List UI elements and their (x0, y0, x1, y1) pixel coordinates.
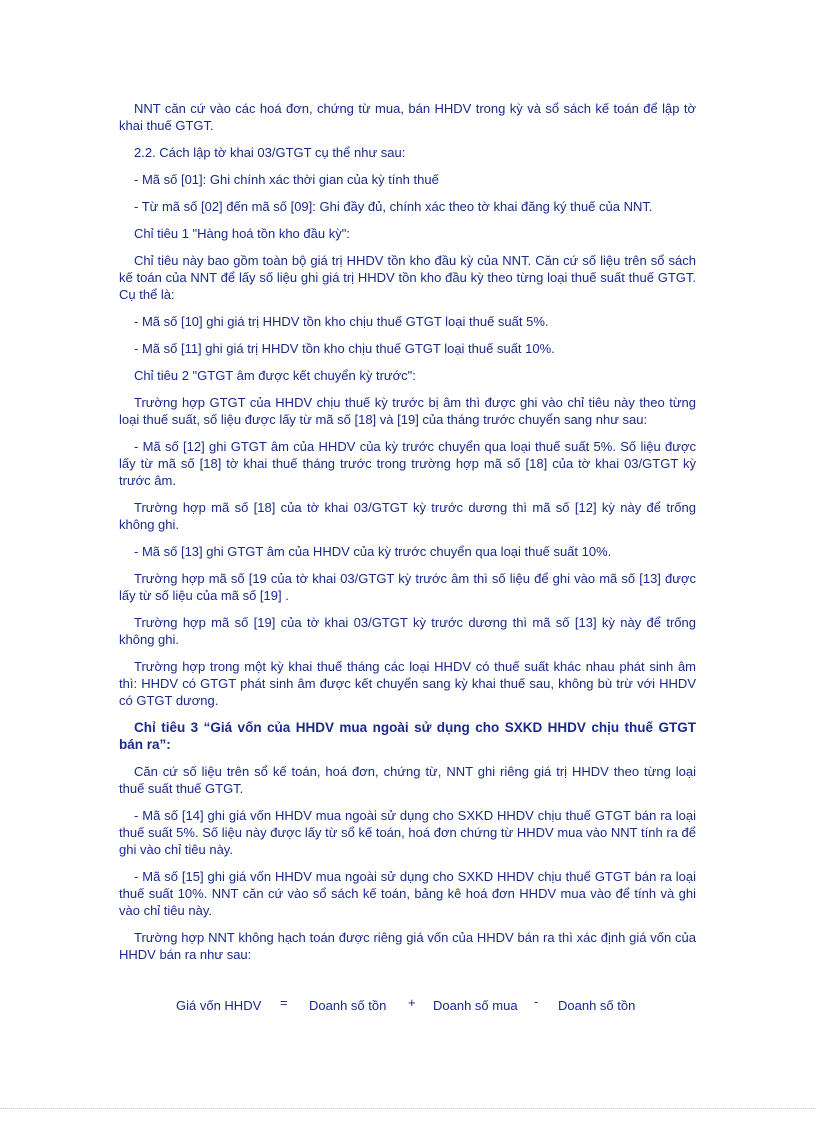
paragraph: - Mã số [15] ghi giá vốn HHDV mua ngoài sử dụng cho SXKD HHDV chịu thuế GTGT bán ra loại thuế suất 10%. NNT căn cứ vào sổ sách kế toán, bảng kê hoá đơn HHDV mua vào để tính và ghi vào chỉ tiêu này. (119, 869, 696, 918)
paragraph: - Mã số [01]: Ghi chính xác thời gian của kỳ tính thuế (134, 172, 439, 187)
paragraph: Chỉ tiêu này bao gồm toàn bộ giá trị HHDV tồn kho đầu kỳ của NNT. Căn cứ số liệu trên sổ sách kế toán của NNT để lấy số liệu ghi giá trị HHDV tồn kho đầu kỳ theo từng loại thuế suất thuế GTGT. Cụ thể là: (119, 253, 696, 302)
formula-term-1: Doanh số tồn (309, 998, 387, 1013)
paragraph: - Mã số [14] ghi giá vốn HHDV mua ngoài sử dụng cho SXKD HHDV chịu thuế GTGT bán ra loại thuế suất 5%. Số liệu này được lấy từ sổ kế toán, hoá đơn chứng từ HHDV mua vào NNT tính ra để ghi vào chỉ tiêu này. (119, 808, 696, 857)
paragraph: - Mã số [10] ghi giá trị HHDV tồn kho chịu thuế GTGT loại thuế suất 5%. (134, 314, 549, 329)
paragraph: NNT căn cứ vào các hoá đơn, chứng từ mua, bán HHDV trong kỳ và sổ sách kế toán để lập tờ khai thuế GTGT. (119, 101, 696, 133)
formula-lhs: Giá vốn HHDV (176, 998, 262, 1013)
paragraph: Trường hợp mã số [19] của tờ khai 03/GTGT kỳ trước dương thì mã số [13] kỳ này để trống không ghi. (119, 615, 696, 647)
formula-term-2: Doanh số mua (433, 998, 518, 1013)
document-body (119, 100, 696, 973)
paragraph: Trường hợp trong một kỳ khai thuế tháng các loại HHDV có thuế suất khác nhau phát sinh âm thì: HHDV có GTGT phát sinh âm được kết chuyển sang kỳ khai thuế sau, không bù trừ với HHDV có GTGT dương. (119, 659, 696, 708)
formula-term-3: Doanh số tồn (558, 998, 636, 1013)
paragraph: Chỉ tiêu 1 "Hàng hoá tồn kho đầu kỳ": (134, 226, 350, 241)
paragraph: Trường hợp mã số [18] của tờ khai 03/GTGT kỳ trước dương thì mã số [12] kỳ này để trống không ghi. (119, 500, 696, 532)
paragraph: - Từ mã số [02] đến mã số [09]: Ghi đầy đủ, chính xác theo tờ khai đăng ký thuế của NNT. (134, 199, 653, 214)
formula-minus: - (534, 994, 539, 1009)
formula-plus: + (408, 995, 416, 1010)
paragraph: Trường hợp GTGT của HHDV chịu thuế kỳ trước bị âm thì được ghi vào chỉ tiêu này theo từng loại thuế suất, số liệu được lấy từ mã số [18] và [19] của tháng trước chuyển sang như sau: (119, 395, 696, 427)
page-bottom-divider (0, 1108, 816, 1110)
paragraph: Trường hợp mã số [19 của tờ khai 03/GTGT kỳ trước âm thì số liệu để ghi vào mã số [13] được lấy từ số liệu của mã số [19] . (119, 571, 696, 603)
paragraph: Trường hợp NNT không hạch toán được riêng giá vốn của HHDV bán ra thì xác định giá vốn của HHDV bán ra như sau: (119, 930, 696, 962)
paragraph: - Mã số [13] ghi GTGT âm của HHDV của kỳ trước chuyển qua loại thuế suất 10%. (134, 544, 612, 559)
paragraph: - Mã số [11] ghi giá trị HHDV tồn kho chịu thuế GTGT loại thuế suất 10%. (134, 341, 555, 356)
formula-equals: = (280, 995, 288, 1010)
paragraph: Chỉ tiêu 2 "GTGT âm được kết chuyển kỳ trước": (134, 368, 416, 383)
paragraph: Căn cứ số liệu trên sổ kế toán, hoá đơn, chứng từ, NNT ghi riêng giá trị HHDV theo từng loại thuế suất thuế GTGT. (119, 764, 696, 796)
paragraph: - Mã số [12] ghi GTGT âm của HHDV của kỳ trước chuyển qua loại thuế suất 5%. Số liệu được lấy từ mã số [18] tờ khai thuế tháng trước trong trường hợp mã số [18] của tờ khai 03/GTGT kỳ trước âm. (119, 439, 696, 488)
paragraph: 2.2. Cách lập tờ khai 03/GTGT cụ thể như sau: (134, 145, 406, 160)
section-heading: Chỉ tiêu 3 “Giá vốn của HHDV mua ngoài sử dụng cho SXKD HHDV chịu thuế GTGT bán ra”: (119, 720, 696, 752)
